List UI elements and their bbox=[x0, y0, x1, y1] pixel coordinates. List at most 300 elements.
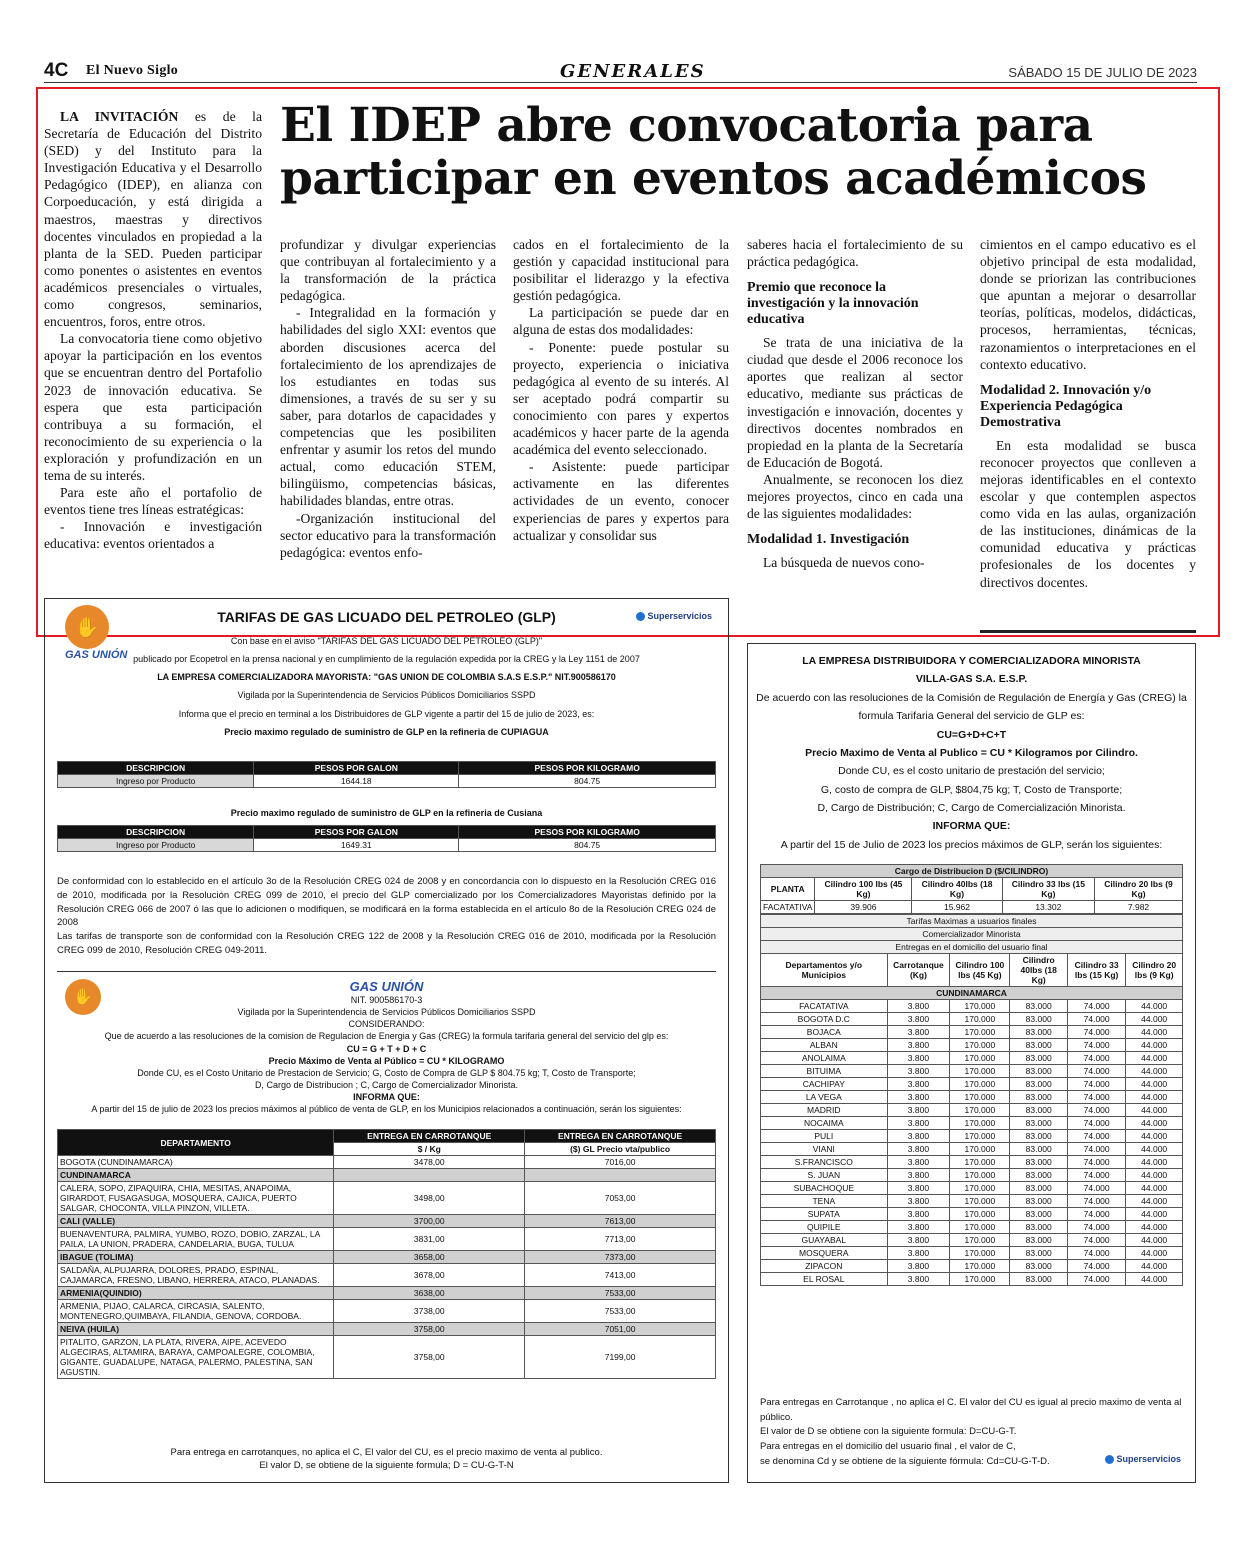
table-cell: BUENAVENTURA, PALMIRA, YUMBO, ROZO, DOBIO, ZARZAL, LA PAILA, LA UNION, PRADERA, CANDELARIA, BUGA, TULUA bbox=[58, 1228, 334, 1251]
table-cell: 7373,00 bbox=[525, 1251, 716, 1264]
table-cell: 3.800 bbox=[887, 1091, 950, 1104]
col-header: PESOS POR KILOGRAMO bbox=[459, 762, 716, 775]
table-cell: BOGOTA D.C bbox=[761, 1013, 888, 1026]
table-cell: SALDAÑA, ALPUJARRA, DOLORES, PRADO, ESPINAL, CAJAMARCA, FRESNO, LIBANO, HERRERA, ATACO, PLANADAS. bbox=[58, 1264, 334, 1287]
col-header: ENTREGA EN CARROTANQUE bbox=[334, 1130, 525, 1143]
table-cell: 39.906 bbox=[815, 901, 912, 914]
table-cell: 3678,00 bbox=[334, 1264, 525, 1287]
col3-p3: - Ponente: puede postular su proyecto, experiencia o iniciativa pedagógica al evento de su interés. Al ser aceptado podrá compartir su conocimiento con pares y expertos académicos y hacer parte de la agenda académica del evento seleccionado. bbox=[513, 339, 729, 458]
table-band: Comercializador Minorista bbox=[761, 928, 1183, 941]
mascot-icon: ✋ bbox=[65, 605, 109, 649]
col-header: Cilindro 40lbs (18 Kg) bbox=[1010, 954, 1068, 987]
table-cell: ALBAN bbox=[761, 1039, 888, 1052]
table-cell: 83.000 bbox=[1010, 1221, 1068, 1234]
superservicios-logo-2 bbox=[1105, 1454, 1181, 1464]
table-cell: 3.800 bbox=[887, 1039, 950, 1052]
newspaper-name: El Nuevo Siglo bbox=[86, 63, 179, 78]
table-cell: 3478,00 bbox=[334, 1156, 525, 1169]
table-cell: EL ROSAL bbox=[761, 1273, 888, 1286]
table-row bbox=[761, 1208, 1183, 1221]
price-table-cusiana bbox=[57, 825, 716, 852]
table-cell: 44.000 bbox=[1126, 1221, 1183, 1234]
col-header: Carrotanque (Kg) bbox=[887, 954, 950, 987]
table-cell: 74.000 bbox=[1067, 1013, 1125, 1026]
formula-price: Precio Máximo de Venta al Público = CU * KILOGRAMO bbox=[268, 1055, 505, 1066]
ad-left-intro bbox=[45, 635, 728, 738]
superservicios-logo bbox=[636, 611, 712, 621]
table-cell: 74.000 bbox=[1067, 1117, 1125, 1130]
col4-p1: saberes hacia el fortalecimiento de su práctica pedagógica. bbox=[747, 237, 963, 270]
table-cell: QUIPILE bbox=[761, 1221, 888, 1234]
table-cell: FACATATIVA bbox=[761, 901, 815, 914]
table-cell: VIANI bbox=[761, 1143, 888, 1156]
table-cell: 44.000 bbox=[1126, 1130, 1183, 1143]
table-cell: 83.000 bbox=[1010, 1260, 1068, 1273]
table-cell: 170.000 bbox=[950, 1065, 1010, 1078]
table-cell: ZIPACON bbox=[761, 1260, 888, 1273]
article-headline: El IDEP abre convocatoria para participar en eventos académicos bbox=[280, 98, 1147, 206]
table-band: CUNDINAMARCA bbox=[761, 987, 1183, 1000]
table-row bbox=[761, 1078, 1183, 1091]
ad-left-footer bbox=[45, 1447, 728, 1473]
table-cell: FACATATIVA bbox=[761, 1000, 888, 1013]
resolution-p2: Las tarifas de transporte son de conformidad con la Resolución CREG 122 de 2008 y la Resolución CREG 016 de 2010, modificada por la Resolución CREG 099 de 2010, Resolución CREG 049-2011. bbox=[57, 931, 716, 956]
table-band: Entregas en el domicilio del usuario final bbox=[761, 941, 1183, 954]
table-cell: 3.800 bbox=[887, 1000, 950, 1013]
table-cell: 74.000 bbox=[1067, 1052, 1125, 1065]
rv-line-10: A partir del 15 de Julio de 2023 los precios máximos de GLP, serán los siguientes: bbox=[780, 838, 1163, 851]
table-cell: 3.800 bbox=[887, 1130, 950, 1143]
table-row bbox=[58, 1323, 716, 1336]
prices-intro: A partir del 15 de julio de 2023 los precios máximos al público de venta de GLP, en los Municipios relacionados a continuación, serán los siguientes: bbox=[91, 1104, 682, 1115]
table-cell: 170.000 bbox=[950, 1221, 1010, 1234]
superservicios-label-2: Superservicios bbox=[1116, 1454, 1181, 1464]
table-cell: 44.000 bbox=[1126, 1091, 1183, 1104]
table-cell: 170.000 bbox=[950, 1052, 1010, 1065]
col-header: Cilindro 40lbs (18 Kg) bbox=[912, 878, 1002, 901]
table-cell: 44.000 bbox=[1126, 1143, 1183, 1156]
table-cell: 44.000 bbox=[1126, 1052, 1183, 1065]
table-cell: 7051,00 bbox=[525, 1323, 716, 1336]
table-row bbox=[58, 1156, 716, 1169]
price-table-cupiagua bbox=[57, 761, 716, 788]
table-cell: IBAGUE (TOLIMA) bbox=[58, 1251, 334, 1264]
table-row bbox=[58, 1336, 716, 1379]
table-row bbox=[58, 1182, 716, 1215]
table-cell: 170.000 bbox=[950, 1026, 1010, 1039]
table-cell: 74.000 bbox=[1067, 1169, 1125, 1182]
table-cell: 83.000 bbox=[1010, 1104, 1068, 1117]
table-cell: SUBACHOQUE bbox=[761, 1182, 888, 1195]
table-cell: BITUIMA bbox=[761, 1065, 888, 1078]
table-cell: 170.000 bbox=[950, 1247, 1010, 1260]
formula-where-1: Donde CU, es el Costo Unitario de Prestacion de Servicio; G, Costo de Compra de GLP $ 804.75 kg; T, Costo de Transporte; bbox=[137, 1067, 636, 1078]
table-cell: MOSQUERA bbox=[761, 1247, 888, 1260]
table-cell: 170.000 bbox=[950, 1039, 1010, 1052]
col-header: ($) GL Precio vta/publico bbox=[525, 1143, 716, 1156]
table-cell: 83.000 bbox=[1010, 1052, 1068, 1065]
intro-line-5: Informa que el precio en terminal a los Distribuidores de GLP vigente a partir del 15 de julio de 2023, es: bbox=[178, 708, 595, 719]
table-row bbox=[58, 1215, 716, 1228]
table-cell: 44.000 bbox=[1126, 1182, 1183, 1195]
table-cell: 44.000 bbox=[1126, 1234, 1183, 1247]
formula-where-2: D, Cargo de Distribucion ; C, Cargo de Comercializador Minorista. bbox=[254, 1079, 519, 1090]
col-header: Cilindro 100 lbs (45 Kg) bbox=[950, 954, 1010, 987]
table-cell: 3.800 bbox=[887, 1182, 950, 1195]
table-cell: ANOLAIMA bbox=[761, 1052, 888, 1065]
rv-foot-2: El valor de D se obtiene con la siguiente formula: D=CU-G-T. bbox=[760, 1426, 1017, 1438]
table-cell: 1649.31 bbox=[254, 839, 459, 852]
table-cell: TENA bbox=[761, 1195, 888, 1208]
table-cell: 83.000 bbox=[1010, 1117, 1068, 1130]
table-cell: CALI (VALLE) bbox=[58, 1215, 334, 1228]
rv-line-9: INFORMA QUE: bbox=[932, 820, 1011, 833]
col-header: Cargo de Distribucion D ($/CILINDRO) bbox=[761, 865, 1183, 878]
table-cell: 44.000 bbox=[1126, 1078, 1183, 1091]
table-cell: 74.000 bbox=[1067, 1195, 1125, 1208]
table-cell: 74.000 bbox=[1067, 1026, 1125, 1039]
nit-line: NIT. 900586170-3 bbox=[350, 995, 423, 1005]
table-cell: S. JUAN bbox=[761, 1169, 888, 1182]
footer-line-2: El valor D, se obtiene de la siguiente formula; D = CU-G-T-N bbox=[259, 1459, 514, 1471]
table-cell: 83.000 bbox=[1010, 1273, 1068, 1286]
table-cell: 74.000 bbox=[1067, 1273, 1125, 1286]
villa-gas-tariff-ad bbox=[747, 643, 1196, 1483]
table-cell: 83.000 bbox=[1010, 1091, 1068, 1104]
col-header: Cilindro 100 lbs (45 Kg) bbox=[815, 878, 912, 901]
table-cell: 3.800 bbox=[887, 1104, 950, 1117]
table-cell: 3700,00 bbox=[334, 1215, 525, 1228]
table-cell: 83.000 bbox=[1010, 1026, 1068, 1039]
table-cell: 170.000 bbox=[950, 1234, 1010, 1247]
table-cell: 74.000 bbox=[1067, 1130, 1125, 1143]
subheading-premio: Premio que reconoce la investigación y la innovación educativa bbox=[747, 280, 919, 328]
col-header: PESOS POR GALON bbox=[254, 762, 459, 775]
table-cell: 3758,00 bbox=[334, 1323, 525, 1336]
rv-line-3: De acuerdo con las resoluciones de la Comisión de Regulación de Energía y Gas (CREG) la formula Tarifaria General del servicio de GLP es: bbox=[756, 691, 1187, 723]
table-cell bbox=[334, 1169, 525, 1182]
table-cell: Ingreso por Producto bbox=[58, 839, 254, 852]
footer-line-1: Para entrega en carrotanques, no aplica el C, El valor del CU, es el precio maximo de venta al publico. bbox=[170, 1447, 603, 1458]
rv-line-8: D, Cargo de Distribución; C, Cargo de Comercialización Minorista. bbox=[817, 802, 1126, 814]
considerando-label: CONSIDERANDO: bbox=[348, 1019, 425, 1030]
superservicios-label: Superservicios bbox=[647, 611, 712, 621]
table-cell: 3.800 bbox=[887, 1078, 950, 1091]
resolution-p1: De conformidad con lo establecido en el artículo 3o de la Resolución CREG 024 de 2008 y en concordancia con lo dispuesto en la Resolución CREG 016 de 2010, modificada por la Resolución CREG 099 de 2010, el precio del GLP comercializado por los Comercializadores Mayoristas definido por la Resolución CREG 066 de 2007 ó las que lo adicionen o modifiquen, se modificará en la forma establecida en el artículo 8o de la Resolución CREG 024 de 2008 bbox=[57, 876, 716, 929]
col-header: DESCRIPCION bbox=[58, 762, 254, 775]
col5-p2: En esta modalidad se busca reconocer proyectos que conlleven a mejoras identificables en el contexto escolar y que contemplen aspectos como vida en las aulas, organización de las instituciones, dinámicas de la comunidad educativa y prácticas profesionales de los docentes y directivos docentes. bbox=[980, 437, 1196, 590]
table-cell: CACHIPAY bbox=[761, 1078, 888, 1091]
table-row bbox=[761, 1156, 1183, 1169]
subheading-modalidad-2: Modalidad 2. Innovación y/o Experiencia Pedagógica Demostrativa bbox=[980, 382, 1152, 430]
table-cell: 3758,00 bbox=[334, 1336, 525, 1379]
table-cell: 83.000 bbox=[1010, 1247, 1068, 1260]
table-cell: 7533,00 bbox=[525, 1287, 716, 1300]
table-cell: Ingreso por Producto bbox=[58, 775, 254, 788]
col1-p3: Para este año el portafolio de eventos tiene tres líneas estratégicas: bbox=[44, 485, 262, 518]
rv-line-7: G, costo de compra de GLP, $804,75 kg; T, Costo de Transporte; bbox=[820, 783, 1123, 796]
table-row bbox=[761, 1091, 1183, 1104]
table-cell: 83.000 bbox=[1010, 1143, 1068, 1156]
table-cell: 170.000 bbox=[950, 1182, 1010, 1195]
table-cell: 83.000 bbox=[1010, 1195, 1068, 1208]
col1-p4: - Innovación e investigación educativa: eventos orientados a bbox=[44, 519, 262, 552]
table-cell: ARMENIA, PIJAO, CALARCA, CIRCASIA, SALENTO, MONTENEGRO,QUIMBAYA, FILANDIA, GENOVA, CORDOBA. bbox=[58, 1300, 334, 1323]
table-cell: MADRID bbox=[761, 1104, 888, 1117]
table-cell: BOJACA bbox=[761, 1026, 888, 1039]
table-cell: 3738,00 bbox=[334, 1300, 525, 1323]
table-cell: 1644.18 bbox=[254, 775, 459, 788]
table-row bbox=[761, 1013, 1183, 1026]
table-cell: 170.000 bbox=[950, 1156, 1010, 1169]
table-row bbox=[58, 1264, 716, 1287]
subheading-modalidad-1: Modalidad 1. Investigación bbox=[747, 532, 910, 548]
col1-p2: La convocatoria tiene como objetivo apoyar la participación en los eventos que se encuentran dentro del Portafolio 2023 de innovación educativa. Se espera que esta participación contribuya a su formación, el reconocimiento de su experiencia o la exploración y profundización en un tema de su interés. bbox=[44, 331, 262, 483]
table-row bbox=[761, 1026, 1183, 1039]
gas-union-tariff-ad bbox=[44, 598, 729, 1483]
table-cell: 74.000 bbox=[1067, 1182, 1125, 1195]
table-cell: 44.000 bbox=[1126, 1026, 1183, 1039]
table-cell: 74.000 bbox=[1067, 1091, 1125, 1104]
table-cell: 3.800 bbox=[887, 1221, 950, 1234]
table-cell: 44.000 bbox=[1126, 1208, 1183, 1221]
table-cell: 74.000 bbox=[1067, 1247, 1125, 1260]
table-cell: 74.000 bbox=[1067, 1208, 1125, 1221]
table-row bbox=[761, 1000, 1183, 1013]
table-cell: 74.000 bbox=[1067, 1104, 1125, 1117]
article-column-2 bbox=[280, 236, 496, 561]
table-cell: 7413,00 bbox=[525, 1264, 716, 1287]
table-row bbox=[761, 1039, 1183, 1052]
table-cell: 7533,00 bbox=[525, 1300, 716, 1323]
table-row bbox=[58, 1228, 716, 1251]
col-header: PESOS POR KILOGRAMO bbox=[459, 826, 716, 839]
col2-p2: - Integralidad en la formación y habilidades del siglo XXI: eventos que aborden discusiones acerca del fortalecimiento de los aprendizajes de los estudiantes en todas sus dimensiones, a través de su ser y su saber, para dotarlos de capacidades y competencias que les posibiliten enfrentar y asumir los retos del mundo actual, como educación STEM, bilingüismo, competencias básicas, habilidades blandas, entre otras. bbox=[280, 305, 496, 509]
table-cell: 7016,00 bbox=[525, 1156, 716, 1169]
table-1-title: Precio maximo regulado de suministro de GLP en la refineria de CUPIAGUA bbox=[224, 726, 549, 737]
table-cell: 170.000 bbox=[950, 1260, 1010, 1273]
table-cell: 3.800 bbox=[887, 1013, 950, 1026]
intro-line-3: LA EMPRESA COMERCIALIZADORA MAYORISTA: "GAS UNION DE COLOMBIA S.A.S E.S.P." NIT.900586170 bbox=[157, 672, 616, 683]
col3-p4: - Asistente: puede participar activamente en las diferentes actividades de un evento, conocer experiencias de pares y expertos para actualizar y consolidar sus bbox=[513, 459, 729, 543]
col-header: Departamentos y/o Municipios bbox=[761, 954, 888, 987]
table-cell: 3.800 bbox=[887, 1273, 950, 1286]
formula-intro: Que de acuerdo a las resoluciones de la comision de Regulacion de Energia y Gas (CREG) la formula tarifaria general del servicio del glp es: bbox=[104, 1031, 669, 1042]
table-row bbox=[761, 1104, 1183, 1117]
intro-line-4: Vigilada por la Superintendencia de Servicios Públicos Domiciliarios SSPD bbox=[237, 690, 536, 701]
rv-foot-4: se denomina Cd y se obtiene de la siguiente fórmula: Cd=CU-G-T-D. bbox=[760, 1455, 1050, 1467]
table-cell: 170.000 bbox=[950, 1273, 1010, 1286]
col3-p1: cados en el fortalecimiento de la gestión y capacidad institucional para posibilitar el liderazgo y la efectiva gestión pedagógica. bbox=[513, 237, 729, 304]
table-cell: 15.962 bbox=[912, 901, 1002, 914]
informa-label: INFORMA QUE: bbox=[353, 1092, 420, 1103]
lead-in: LA INVITACIÓN bbox=[60, 109, 179, 124]
table-cell: NOCAIMA bbox=[761, 1117, 888, 1130]
table-row bbox=[761, 1182, 1183, 1195]
gas-union-brand: GAS UNIÓN bbox=[65, 649, 128, 661]
table-cell: 83.000 bbox=[1010, 1065, 1068, 1078]
table-cell: 3498,00 bbox=[334, 1182, 525, 1215]
table-cell: 74.000 bbox=[1067, 1260, 1125, 1273]
table-cell: 804.75 bbox=[459, 839, 716, 852]
table-row bbox=[58, 1251, 716, 1264]
table-cell: 170.000 bbox=[950, 1104, 1010, 1117]
rv-foot-1: Para entregas en Carrotanque , no aplica el C. El valor del CU es igual al precio maximo de venta al público. bbox=[760, 1397, 1182, 1423]
table-cell: 44.000 bbox=[1126, 1013, 1183, 1026]
intro-line-1: Con base en el aviso "TARIFAS DEL GAS LICUADO DEL PETROLEO (GLP)" bbox=[230, 636, 543, 646]
table-row bbox=[761, 1065, 1183, 1078]
table-row bbox=[761, 1117, 1183, 1130]
resolution-text bbox=[57, 875, 716, 958]
table-cell: 3.800 bbox=[887, 1247, 950, 1260]
table-cell: 83.000 bbox=[1010, 1000, 1068, 1013]
col2-p3: -Organización institucional del sector educativo para la transformación pedagógica: eventos enfo- bbox=[280, 510, 496, 560]
table-cell: SUPATA bbox=[761, 1208, 888, 1221]
table-cell: 3658,00 bbox=[334, 1251, 525, 1264]
table-cell: 83.000 bbox=[1010, 1234, 1068, 1247]
table-cell: 44.000 bbox=[1126, 1104, 1183, 1117]
rv-foot-3: Para entregas en el domicilio del usuario final , el valor de C, bbox=[760, 1441, 1016, 1453]
table-cell: 44.000 bbox=[1126, 1065, 1183, 1078]
table-cell: 3.800 bbox=[887, 1234, 950, 1247]
article-column-3 bbox=[513, 236, 729, 544]
table-cell: 74.000 bbox=[1067, 1221, 1125, 1234]
table-cell: 3.800 bbox=[887, 1143, 950, 1156]
tariff-title: TARIFAS DE GAS LICUADO DEL PETROLEO (GLP) bbox=[217, 609, 556, 625]
table-cell: 74.000 bbox=[1067, 1234, 1125, 1247]
table-cell: 170.000 bbox=[950, 1078, 1010, 1091]
table-row bbox=[761, 1234, 1183, 1247]
table-cell: 7.982 bbox=[1095, 901, 1183, 914]
table-cell: PITALITO, GARZON, LA PLATA, RIVERA, AIPE, ACEVEDO ALGECIRAS, ALTAMIRA, BARAYA, CAMPOALEGRE, COLOMBIA, GIGANTE, GUADALUPE, NATAGA, PALERMO, PALESTINA, SAN AGUSTIN. bbox=[58, 1336, 334, 1379]
col2-p1: profundizar y divulgar experiencias que contribuyan al fortalecimiento y a la transformación de la práctica pedagógica. bbox=[280, 237, 496, 304]
col-header: Cilindro 20 lbs (9 Kg) bbox=[1095, 878, 1183, 901]
table-cell: 3.800 bbox=[887, 1208, 950, 1221]
table-cell: 804.75 bbox=[459, 775, 716, 788]
article-column-1 bbox=[44, 108, 262, 552]
table-cell: 44.000 bbox=[1126, 1195, 1183, 1208]
col-header: ENTREGA EN CARROTANQUE bbox=[525, 1130, 716, 1143]
article-column-4 bbox=[747, 236, 963, 571]
table-cell: 44.000 bbox=[1126, 1247, 1183, 1260]
rv-line-2: VILLA-GAS S.A. E.S.P. bbox=[915, 673, 1028, 686]
col-header: DESCRIPCION bbox=[58, 826, 254, 839]
table-cell: PULI bbox=[761, 1130, 888, 1143]
table-row bbox=[761, 1260, 1183, 1273]
table-cell: CALERA, SOPO, ZIPAQUIRA, CHIA, MESITAS, ANAPOIMA, GIRARDOT, FUSAGASUGA, MOSQUERA, CAJICA, PUERTO SALGAR, CHOCONTA, VILLA PINZON, VILLETA. bbox=[58, 1182, 334, 1215]
table-cell: 3.800 bbox=[887, 1195, 950, 1208]
page-number: 4C bbox=[44, 60, 69, 81]
table-row bbox=[58, 1169, 716, 1182]
table-row bbox=[761, 1052, 1183, 1065]
table-cell: 44.000 bbox=[1126, 1156, 1183, 1169]
table-cell: 74.000 bbox=[1067, 1000, 1125, 1013]
col3-p2: La participación se puede dar en alguna de estas dos modalidades: bbox=[513, 305, 729, 338]
table-cell: S.FRANCISCO bbox=[761, 1156, 888, 1169]
table-row bbox=[58, 1300, 716, 1323]
table-cell: 170.000 bbox=[950, 1091, 1010, 1104]
table-cell: 44.000 bbox=[1126, 1169, 1183, 1182]
col-header: Cilindro 33 lbs (15 Kg) bbox=[1002, 878, 1094, 901]
table-cell: 3.800 bbox=[887, 1156, 950, 1169]
table-cell: 3.800 bbox=[887, 1260, 950, 1273]
col4-p3: Anualmente, se reconocen los diez mejores proyectos, cinco en cada una de las siguientes modalidades: bbox=[747, 471, 963, 522]
rv-line-6: Donde CU, es el costo unitario de prestación del servicio; bbox=[838, 765, 1105, 778]
section-name: GENERALES bbox=[560, 61, 706, 82]
col-header: PESOS POR GALON bbox=[254, 826, 459, 839]
superservicios-icon-2 bbox=[1105, 1455, 1114, 1464]
table-cell: 7053,00 bbox=[525, 1182, 716, 1215]
table-cell: 170.000 bbox=[950, 1000, 1010, 1013]
table-cell: 74.000 bbox=[1067, 1065, 1125, 1078]
col1-p1: es de la Secretaría de Educación del Distrito (SED) y del Instituto para la Investigación Educativa y el Desarrollo Pedagógico (IDEP), en alianza con Corpoeducación, y está dirigida a maestros, maestras y directivos docentes vinculados en propiedad a la planta de la SED. Pueden participar como ponentes o asistentes en eventos académicos presenciales o virtuales, como congresos, seminarios, encuentros, foros, entre otros. bbox=[44, 109, 262, 330]
table-cell: 83.000 bbox=[1010, 1156, 1068, 1169]
table-row bbox=[761, 1143, 1183, 1156]
table-cell: 83.000 bbox=[1010, 1169, 1068, 1182]
table-cell: 3.800 bbox=[887, 1026, 950, 1039]
table-cell: BOGOTA (CUNDINAMARCA) bbox=[58, 1156, 334, 1169]
col4-p4: La búsqueda de nuevos cono- bbox=[763, 555, 925, 571]
header-rule bbox=[44, 82, 1197, 83]
table-cell: NEIVA (HUILA) bbox=[58, 1323, 334, 1336]
table-cell: 74.000 bbox=[1067, 1039, 1125, 1052]
table-cell: 44.000 bbox=[1126, 1117, 1183, 1130]
col-header: PLANTA bbox=[761, 878, 815, 901]
col-header: Cilindro 33 lbs (15 Kg) bbox=[1067, 954, 1125, 987]
department-price-table bbox=[57, 1129, 716, 1379]
table-row bbox=[761, 1169, 1183, 1182]
table-cell: 44.000 bbox=[1126, 1260, 1183, 1273]
ad-divider bbox=[57, 971, 716, 972]
table-cell bbox=[525, 1169, 716, 1182]
col5-p1: cimientos en el campo educativo es el objetivo principal de esta modalidad, donde se priorizan las contribuciones que apuntan a mejorar o desarrollar teorías, políticas, modelos, didácticas, procesos, herramientas, técnicas, razonamientos o interpretaciones en el contexto educativo. bbox=[980, 237, 1196, 372]
table-cell: 44.000 bbox=[1126, 1273, 1183, 1286]
intro-line-2: publicado por Ecopetrol en la prensa nacional y en cumplimiento de la regulación expedida por la CREG y la Ley 1151 de 2007 bbox=[133, 654, 640, 665]
table-cell: 44.000 bbox=[1126, 1039, 1183, 1052]
table-cell: 3.800 bbox=[887, 1117, 950, 1130]
table-row bbox=[761, 1221, 1183, 1234]
table-cell: GUAYABAL bbox=[761, 1234, 888, 1247]
table-cell: 74.000 bbox=[1067, 1078, 1125, 1091]
table-row bbox=[58, 1287, 716, 1300]
table-cell: ARMENIA(QUINDIO) bbox=[58, 1287, 334, 1300]
col-header: DEPARTAMENTO bbox=[58, 1130, 334, 1156]
table-cell: 74.000 bbox=[1067, 1143, 1125, 1156]
table-cell: 83.000 bbox=[1010, 1039, 1068, 1052]
col4-p2: Se trata de una iniciativa de la ciudad que desde el 2006 reconoce los aportes que realizan al sector educativo, mediante sus prácticas de investigación e innovación, docentes y directivos docentes nombrados en propiedad en la planta de la Secretaría de Educación de Bogotá. bbox=[747, 335, 963, 470]
table-cell: 7613,00 bbox=[525, 1215, 716, 1228]
vigilada-line: Vigilada por la Superintendencia de Servicios Públicos Domiciliarios SSPD bbox=[237, 1007, 536, 1018]
column-end-rule bbox=[980, 630, 1196, 633]
table-cell: 83.000 bbox=[1010, 1078, 1068, 1091]
table-cell: 7713,00 bbox=[525, 1228, 716, 1251]
table-band: Tarifas Maximas a usuarios finales bbox=[761, 915, 1183, 928]
table-cell: 3.800 bbox=[887, 1065, 950, 1078]
col-header: Cilindro 20 lbs (9 Kg) bbox=[1126, 954, 1183, 987]
col-header: $ / Kg bbox=[334, 1143, 525, 1156]
table-cell: 170.000 bbox=[950, 1208, 1010, 1221]
rv-line-5: Precio Maximo de Venta al Publico = CU * Kilogramos por Cilindro. bbox=[805, 746, 1138, 759]
table-cell: 74.000 bbox=[1067, 1156, 1125, 1169]
table-cell: 170.000 bbox=[950, 1013, 1010, 1026]
table-row bbox=[761, 1130, 1183, 1143]
table-cell: 83.000 bbox=[1010, 1013, 1068, 1026]
article-column-5 bbox=[980, 236, 1196, 591]
table-cell: LA VEGA bbox=[761, 1091, 888, 1104]
rv-line-1: LA EMPRESA DISTRIBUIDORA Y COMERCIALIZADORA MINORISTA bbox=[802, 655, 1141, 667]
table-row bbox=[761, 1273, 1183, 1286]
table-2-title: Precio maximo regulado de suministro de GLP en la refineria de Cusiana bbox=[230, 808, 543, 818]
